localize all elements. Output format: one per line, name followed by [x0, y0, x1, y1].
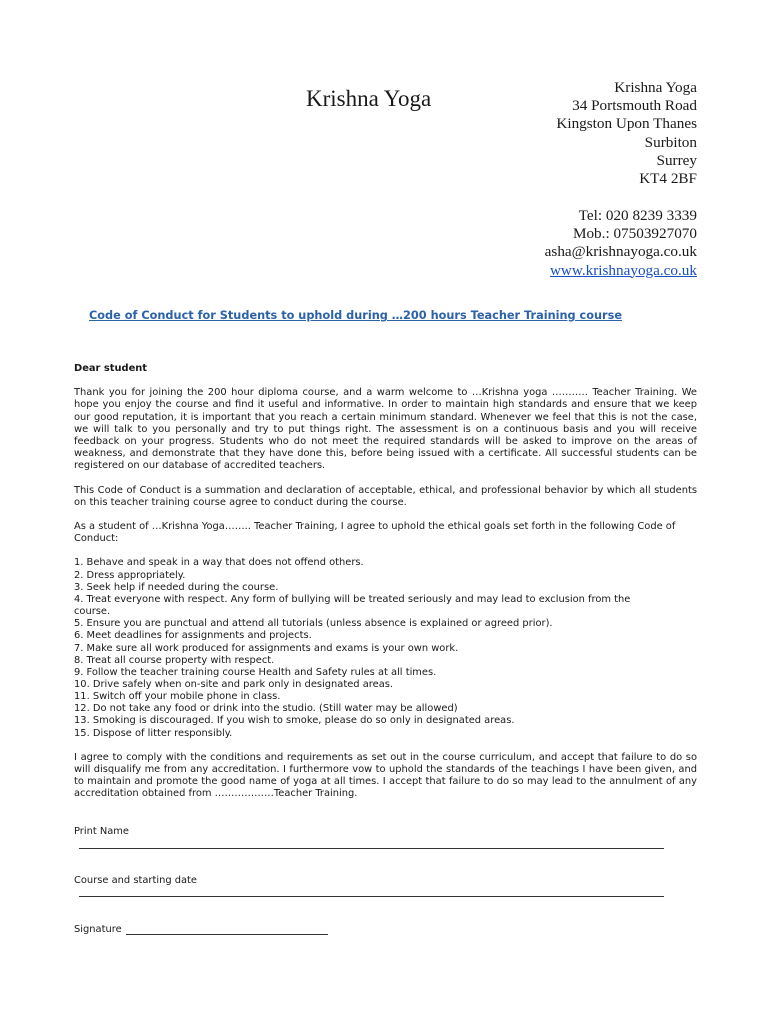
closing-paragraph: I agree to comply with the conditions and requirements as set out in the course curriculum, and accept that failure to do so will disqualify me from any accreditation. I furthermore vow to uphold the standards of the teachings I have been given, and to maintain and promote the good name of yoga at all times. I accept that failure to do so may lead to the annulment of any accreditation obtained from ………………Teacher Training. [74, 751, 697, 800]
list-item: 13. Smoking is discouraged. If you wish to smoke, please do so only in designated areas. [74, 715, 515, 727]
print-name-field[interactable] [79, 848, 664, 849]
list-item: 12. Do not take any food or drink into the studio. (Still water may be allowed) [74, 703, 458, 715]
contact-tel: Tel: 020 8239 3339 [578, 207, 697, 224]
list-item: 7. Make sure all work produced for assignments and exams is your own work. [74, 642, 459, 654]
list-item: 6. Meet deadlines for assignments and projects. [74, 630, 312, 642]
list-item: 1. Behave and speak in a way that does not offend others. [74, 557, 364, 569]
address-line-area: Kingston Upon Thanes [556, 115, 697, 133]
list-item: 9. Follow the teacher training course Health and Safety rules at all times. [74, 666, 437, 678]
agreement-intro: As a student of …Krishna Yoga…….. Teacher Training, I agree to uphold the ethical goals set forth in the following Code of Conduct: [74, 520, 676, 545]
course-date-label: Course and starting date [74, 875, 198, 886]
contact-block [545, 207, 697, 280]
salutation: Dear student [74, 363, 148, 374]
summary-paragraph: This Code of Conduct is a summation and declaration of acceptable, ethical, and professional behavior by which all students on this teacher training course agree to conduct during the course. [74, 484, 697, 508]
contact-mobile: Mob.: 07503927070 [572, 225, 697, 243]
address-line-postcode: KT4 2BF [639, 170, 697, 188]
signature-field[interactable] [126, 934, 328, 935]
list-item: 8. Treat all course property with respect. [74, 654, 275, 666]
list-item: 3. Seek help if needed during the course. [74, 581, 279, 593]
document-heading: Code of Conduct for Students to uphold during …200 hours Teacher Training course [89, 309, 622, 322]
address-block [556, 79, 697, 188]
list-item: 10. Drive safely when on-site and park only in designated areas. [74, 679, 394, 690]
address-line-street: 34 Portsmouth Road [572, 97, 697, 115]
brand-title: Krishna Yoga [306, 86, 432, 111]
list-item: 2. Dress appropriately. [74, 569, 186, 581]
address-line-town: Surbiton [644, 133, 697, 151]
course-date-field[interactable] [79, 896, 664, 897]
list-item: 4. Treat everyone with respect. Any form of bullying will be treated seriously and may lead to exclusion from the course. [74, 593, 631, 618]
letter-body [74, 363, 697, 801]
list-item: 15. Dispose of litter responsibly. [74, 727, 233, 739]
intro-paragraph: Thank you for joining the 200 hour diploma course, and a warm welcome to …Krishna yoga ……….. Teacher Training. We hope you enjoy the course and find it useful and informative. In order to maintain high standards and ensure that we keep our good reputation, it is important that you reach a certain minimum standard. Whenever we feel that this is not the case, we will talk to you personally and try to put things right. The assessment is on a continuous basis and you will receive feedback on your progress. Students who do not meet the required standards will be asked to improve on the areas of weakness, and demonstrate that they have done this, before being issued with a certificate. All successful students can be registered on our database of accredited teachers. [74, 387, 697, 472]
contact-email: asha@krishnayoga.co.uk [544, 243, 697, 261]
print-name-label: Print Name [74, 826, 129, 837]
signature-label: Signature [74, 924, 122, 935]
list-item: 5. Ensure you are punctual and attend all tutorials (unless absence is explained or agreed prior). [74, 618, 553, 630]
address-line-county: Surrey [656, 151, 697, 169]
list-item: 11. Switch off your mobile phone in class. [74, 691, 281, 703]
website-link[interactable]: www.krishnayoga.co.uk [549, 261, 697, 279]
rules-list [74, 557, 697, 739]
address-line-name: Krishna Yoga [614, 79, 697, 96]
